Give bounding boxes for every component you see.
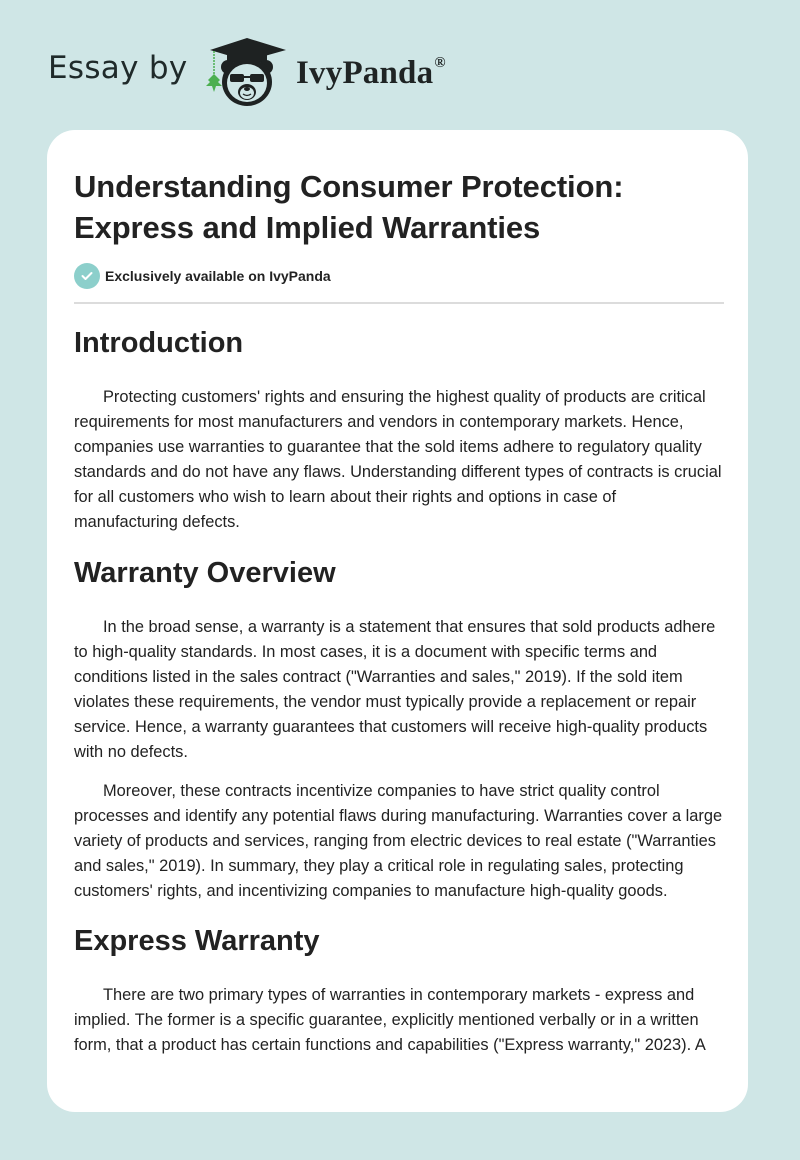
paragraph: Moreover, these contracts incentivize companies to have strict quality control processes and identify any potential flaws during manufacturing. Warranties cover a large variety of products and services, ranging from electric devices to real estate ("Warranties and sales," 2019). In summary, they play a critical role in regulating sales, protecting customers' rights, and incentivizing companies to manufacture high-quality goods. bbox=[74, 782, 723, 900]
section-heading: Express Warranty bbox=[74, 925, 320, 957]
check-circle-icon bbox=[74, 263, 100, 289]
registered-mark: ® bbox=[434, 55, 446, 71]
paragraph: Protecting customers' rights and ensuring the highest quality of products are critical requirements for most manufacturers and vendors in contemporary markets. Hence, companies use warranties to guarantee that the sold items adhere to regulatory quality standards and do not have any flaws. Understanding different types of contracts is crucial for all customers who wish to learn about their rights and options in case of manufacturing defects. bbox=[74, 388, 722, 531]
paragraph: There are two primary types of warranties in contemporary markets - express and implied. The former is a specific guarantee, explicitly mentioned verbally or in a written form, that a product has certain functions and capabilities ("Express warranty," 2023). A bbox=[74, 986, 706, 1054]
essay-title: Understanding Consumer Protection: Express and Implied Warranties bbox=[74, 169, 624, 245]
section-express-warranty bbox=[74, 923, 724, 1058]
essay-by-label: Essay by bbox=[48, 50, 188, 86]
site-header bbox=[0, 0, 800, 130]
brand-name[interactable] bbox=[296, 55, 446, 92]
section-warranty-overview bbox=[74, 555, 724, 904]
section-heading: Introduction bbox=[74, 327, 244, 359]
essay-card bbox=[47, 130, 748, 1112]
brand-text: IvyPanda bbox=[296, 55, 434, 91]
section-introduction bbox=[74, 325, 724, 535]
ivypanda-logo-icon[interactable] bbox=[202, 36, 292, 108]
title-divider bbox=[74, 302, 724, 304]
exclusive-badge bbox=[74, 263, 331, 289]
section-heading: Warranty Overview bbox=[74, 557, 336, 589]
paragraph: In the broad sense, a warranty is a statement that ensures that sold products adhere to high-quality standards. In most cases, it is a document with specific terms and conditions listed in the sales contract ("Warranties and sales," 2019). If the sold item violates these requirements, the vendor must typically provide a replacement or repair service. Hence, a warranty guarantees that customers will receive high-quality products with no defects. bbox=[74, 618, 716, 761]
essay-body bbox=[74, 325, 724, 1058]
exclusive-badge-text: Exclusively available on IvyPanda bbox=[105, 268, 331, 284]
